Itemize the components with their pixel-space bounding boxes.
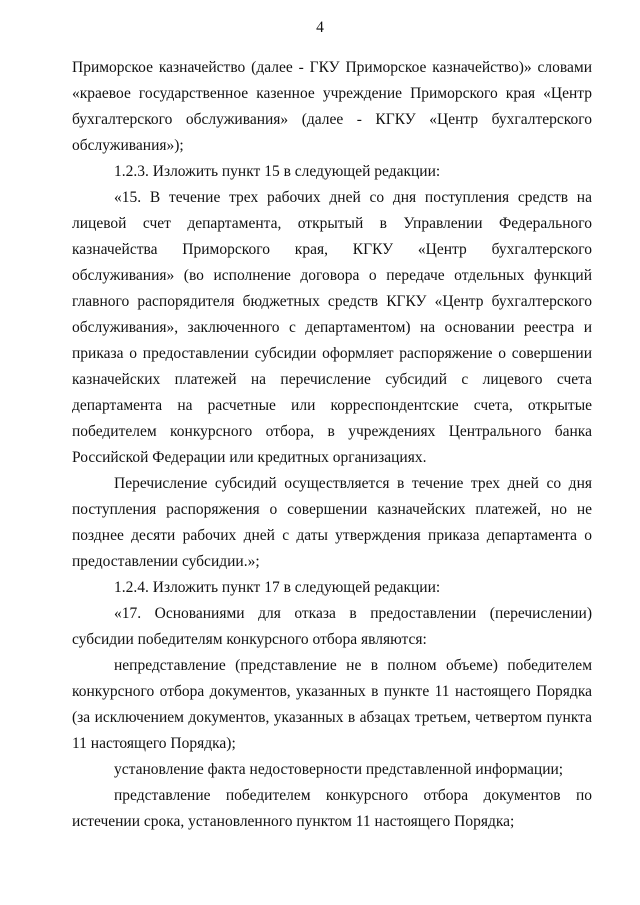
paragraph-item-1-2-4: 1.2.4. Изложить пункт 17 в следующей редакции: bbox=[114, 579, 441, 596]
page-number: 4 bbox=[316, 19, 324, 36]
document-body bbox=[72, 55, 592, 835]
paragraph-item-1-2-3: 1.2.3. Изложить пункт 15 в следующей редакции: bbox=[114, 163, 441, 180]
paragraph-continuation: Приморское казначейство (далее - ГКУ Приморское казначейство)» словами «краевое государственное казенное учреждение Приморского края «Центр бухгалтерского обслуживания» (далее - КГКУ «Центр бухгалтерского обслуживания»); bbox=[72, 59, 592, 154]
paragraph-point-15: «15. В течение трех рабочих дней со дня поступления средств на лицевой счет департамента, открытый в Управлении Федерального казначейства Приморского края, КГКУ «Центр бухгалтерского обслуживания» (во исполнение договора о передаче отдельных функций главного распорядителя бюджетных средств КГКУ «Центр бухгалтерского обслуживания», заключенного с департаментом) на основании реестра и приказа о предоставлении субсидии оформляет распоряжение о совершении казначейских платежей на перечисление субсидий с лицевого счета департамента на расчетные или корреспондентские счета, открытые победителем конкурсного отбора, в учреждениях Центрального банка Российской Федерации или кредитных организациях. bbox=[72, 189, 592, 466]
paragraph-subsidy-transfer: Перечисление субсидий осуществляется в течение трех дней со дня поступления распоряжения о совершении казначейских платежей, но не позднее десяти рабочих дней с даты утверждения приказа департамента о предоставлении субсидии.»; bbox=[72, 475, 592, 570]
paragraph-refusal-reason-2: установление факта недостоверности представленной информации; bbox=[114, 761, 564, 778]
paragraph-refusal-reason-1: непредставление (представление не в полном объеме) победителем конкурсного отбора документов, указанных в пункте 11 настоящего Порядка (за исключением документов, указанных в абзацах третьем, четвертом пункта 11 настоящего Порядка); bbox=[72, 657, 592, 752]
paragraph-point-17: «17. Основаниями для отказа в предоставлении (перечислении) субсидии победителям конкурсного отбора являются: bbox=[72, 605, 592, 648]
paragraph-refusal-reason-3: представление победителем конкурсного отбора документов по истечении срока, установленного пунктом 11 настоящего Порядка; bbox=[72, 787, 592, 830]
